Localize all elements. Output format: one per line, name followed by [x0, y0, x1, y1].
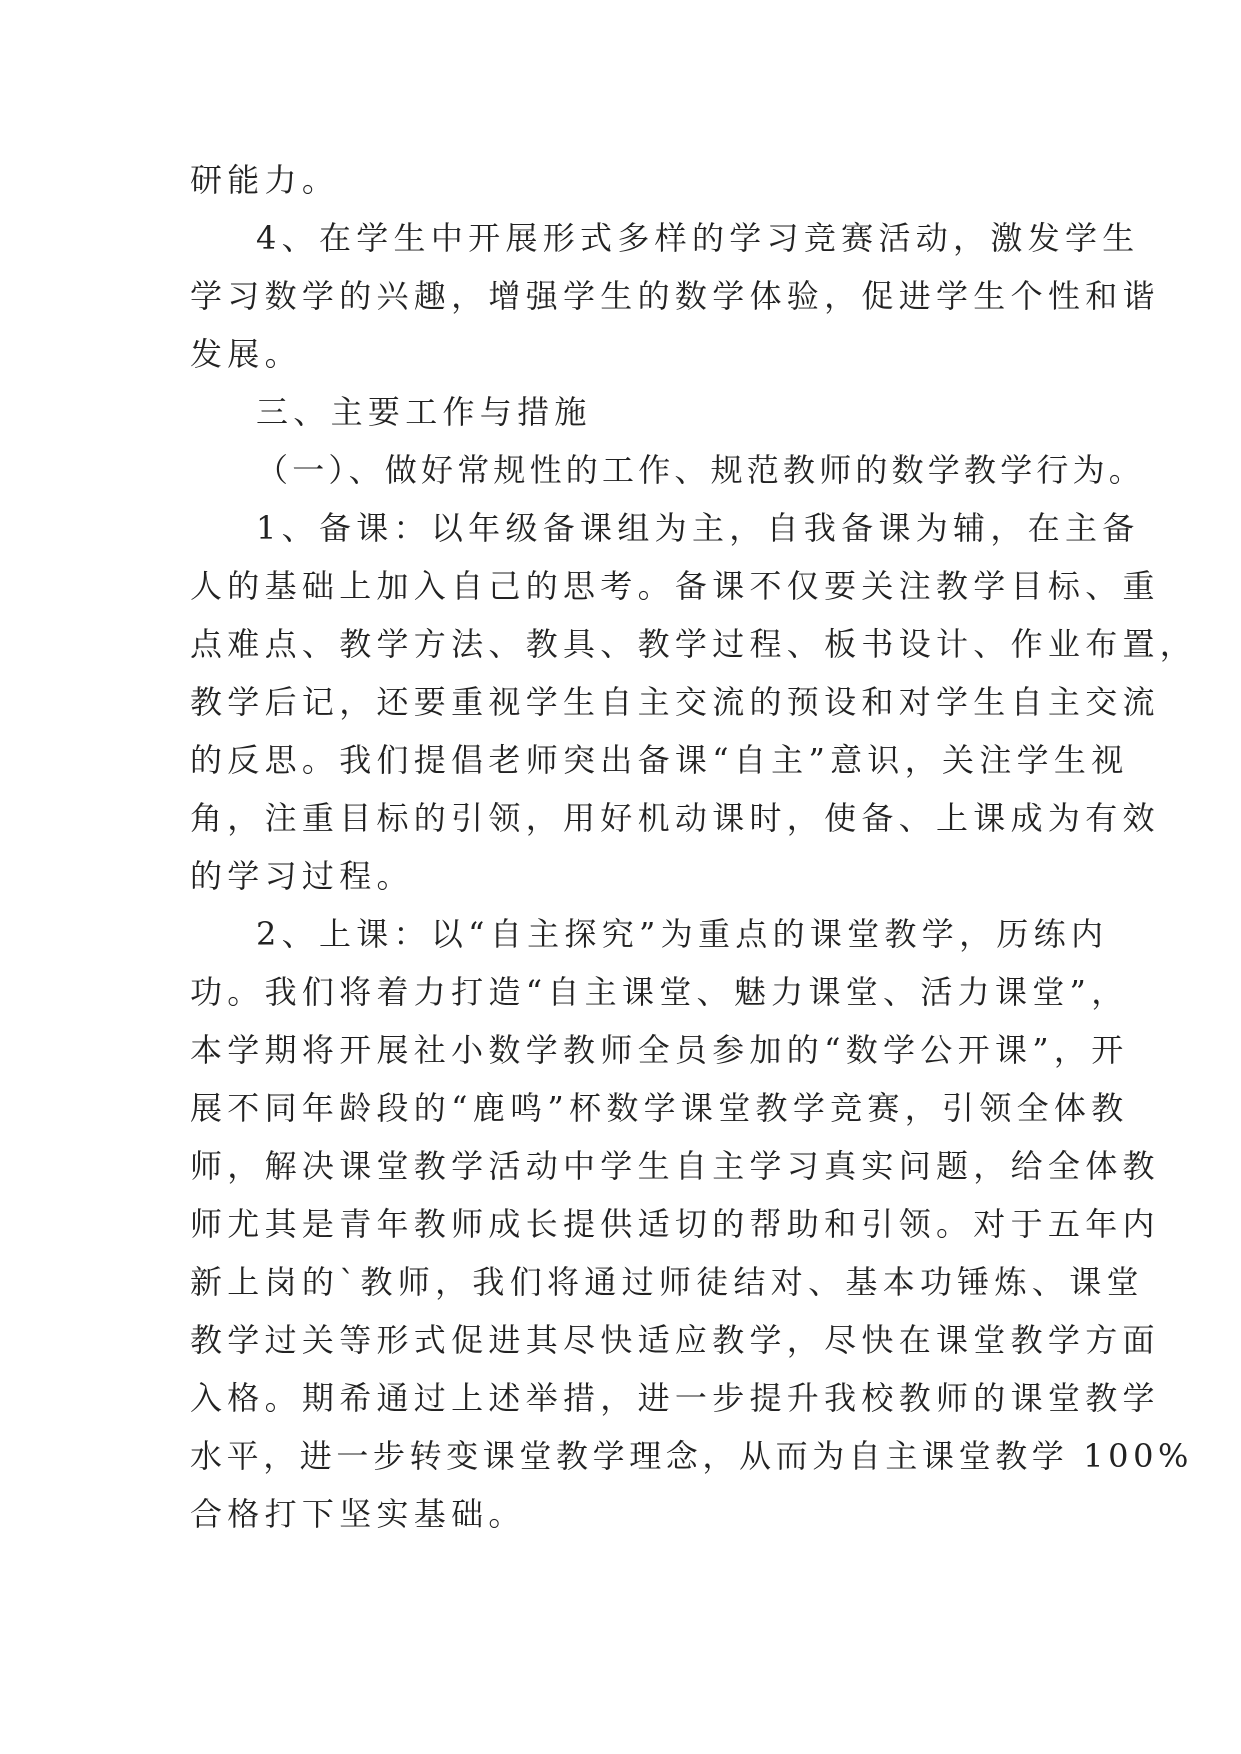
text-line: 展不同年龄段的“鹿鸣”杯数学课堂教学竞赛，引领全体教: [190, 1089, 1129, 1127]
text-line: 师尤其是青年教师成长提供适切的帮助和引领。对于五年内: [190, 1205, 1160, 1243]
text-line: 功。我们将着力打造“自主课堂、魅力课堂、活力课堂”，: [190, 973, 1129, 1011]
text-line: 教学过关等形式促进其尽快适应教学，尽快在课堂教学方面: [190, 1321, 1160, 1359]
text-line: 水平，进一步转变课堂教学理念，从而为自主课堂教学 100%: [190, 1437, 1194, 1475]
text-line: 合格打下坚实基础。: [190, 1495, 526, 1533]
subsection-heading: （一）、做好常规性的工作、规范教师的数学教学行为。: [256, 451, 1146, 489]
text-line: 人的基础上加入自己的思考。备课不仅要关注教学目标、重: [190, 567, 1160, 605]
paragraph-first-line: 1、备课：以年级备课组为主，自我备课为辅，在主备: [256, 509, 1140, 547]
text-line: 研能力。: [190, 161, 340, 199]
paragraph-first-line: 4、在学生中开展形式多样的学习竞赛活动，激发学生: [256, 219, 1140, 257]
text-line: 本学期将开展社小数学教师全员参加的“数学公开课”，开: [190, 1031, 1129, 1069]
text-line: 教学后记，还要重视学生自主交流的预设和对学生自主交流: [190, 683, 1160, 721]
text-line: 点难点、教学方法、教具、教学过程、板书设计、作业布置，: [190, 625, 1198, 663]
text-line: 发展。: [190, 335, 302, 373]
paragraph-first-line: 2、上课：以“自主探究”为重点的课堂教学，历练内: [256, 915, 1109, 953]
text-line: 新上岗的`教师，我们将通过师徒结对、基本功锤炼、课堂: [190, 1263, 1144, 1301]
text-line: 师，解决课堂教学活动中学生自主学习真实问题，给全体教: [190, 1147, 1160, 1185]
text-line: 的学习过程。: [190, 857, 414, 895]
text-line: 角，注重目标的引领，用好机动课时，使备、上课成为有效: [190, 799, 1160, 837]
text-line: 入格。期希通过上述举措，进一步提升我校教师的课堂教学: [190, 1379, 1160, 1417]
section-heading: 三、主要工作与措施: [256, 393, 592, 431]
text-line: 的反思。我们提倡老师突出备课“自主”意识，关注学生视: [190, 741, 1129, 779]
text-line: 学习数学的兴趣，增强学生的数学体验，促进学生个性和谐: [190, 277, 1160, 315]
